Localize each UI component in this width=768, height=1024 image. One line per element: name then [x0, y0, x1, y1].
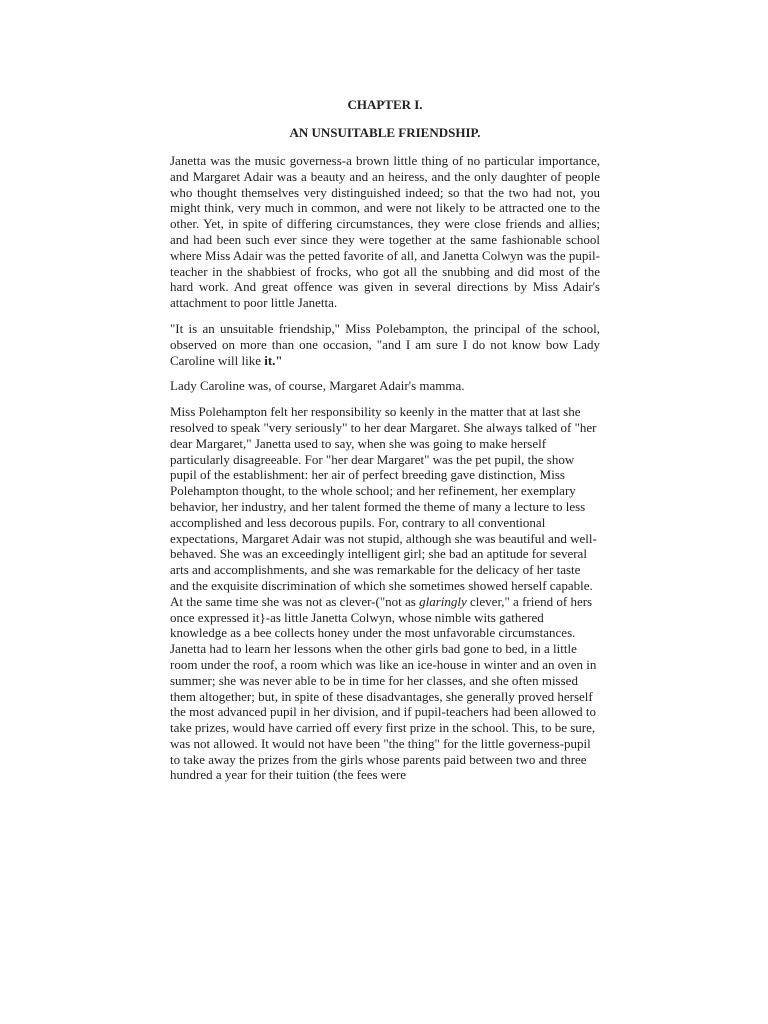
paragraph-3: Lady Caroline was, of course, Margaret Adair's mamma.	[170, 378, 465, 394]
paragraph-4-italic: glaringly	[419, 593, 467, 609]
paragraph-2-text: "It is an unsuitable friendship," Miss Polebampton, the principal of the school, observed on more than one occasion, "and I am sure I do not know bow Lady Caroline will like	[170, 320, 600, 368]
paragraph-4-text-b: clever," a friend of hers once expressed it}-as little Janetta Colwyn, whose nimble wits gathered knowledge as a bee collects honey under the most unfavorable circumstances. Janetta had to learn her lessons when the other girls bad gone to bed, in a little room under the roof, a room which was like an ice-house in winter and an oven in summer; she was never able to be in time for her classes, and she often missed them altogether; but, in spite of these disadvantages, she generally proved herself the most advanced pupil in her division, and if pupil-teachers had been allowed to take prizes, would have carried off every first prize in the school. This, to be sure, was not allowed. It would not have been "the thing" for the little governess-pupil to take away the prizes from the girls whose parents paid between two and three hundred a year for their tuition (the fees were	[170, 593, 597, 783]
paragraph-1: Janetta was the music governess-a brown little thing of no particular importance, and Margaret Adair was a beauty and an heiress, and the only daughter of people who thought themselves very distinguished indeed; so that the two had not, you might think, very much in common, and were not likely to be attracted one to the other. Yet, in spite of differing circumstances, they were close friends and allies; and had been such ever since they were together at the same fashionable school where Miss Adair was the petted favorite of all, and Janetta Colwyn was the pupil-teacher in the shabbiest of frocks, who got all the snubbing and did most of the hard work. And great offence was given in several directions by Miss Adair's attachment to poor little Janetta.	[170, 153, 600, 311]
paragraph-4-text-a: Miss Polehampton felt her responsibility so keenly in the matter that at last she resolved to speak "very seriously" to her dear Margaret. She always talked of "her dear Margaret," Janetta used to say, when she was going to make herself particularly disagreeable. For "her dear Margaret" was the pet pupil, the show pupil of the establishment: her air of perfect breeding gave distinction, Miss Polehampton thought, to the whole school; and her refinement, her exemplary behavior, her industry, and her talent formed the theme of many a lecture to less accomplished and less decorous pupils. For, contrary to all conventional expectations, Margaret Adair was not stupid, although she was beautiful and well-behaved. She was an exceedingly intelligent girl; she bad an aptitude for several arts and accomplishments, and she was remarkable for the delicacy of her taste and the exquisite discrimination of which she sometimes showed herself capable. At the same time she was not as clever-("not as	[170, 404, 597, 609]
paragraph-2	[170, 321, 600, 368]
chapter-number: CHAPTER I.	[347, 97, 423, 112]
paragraph-2-emphasis: it."	[264, 352, 283, 368]
chapter-body	[170, 153, 600, 793]
paragraph-4	[170, 404, 600, 783]
chapter-title: AN UNSUITABLE FRIENDSHIP.	[289, 125, 481, 140]
